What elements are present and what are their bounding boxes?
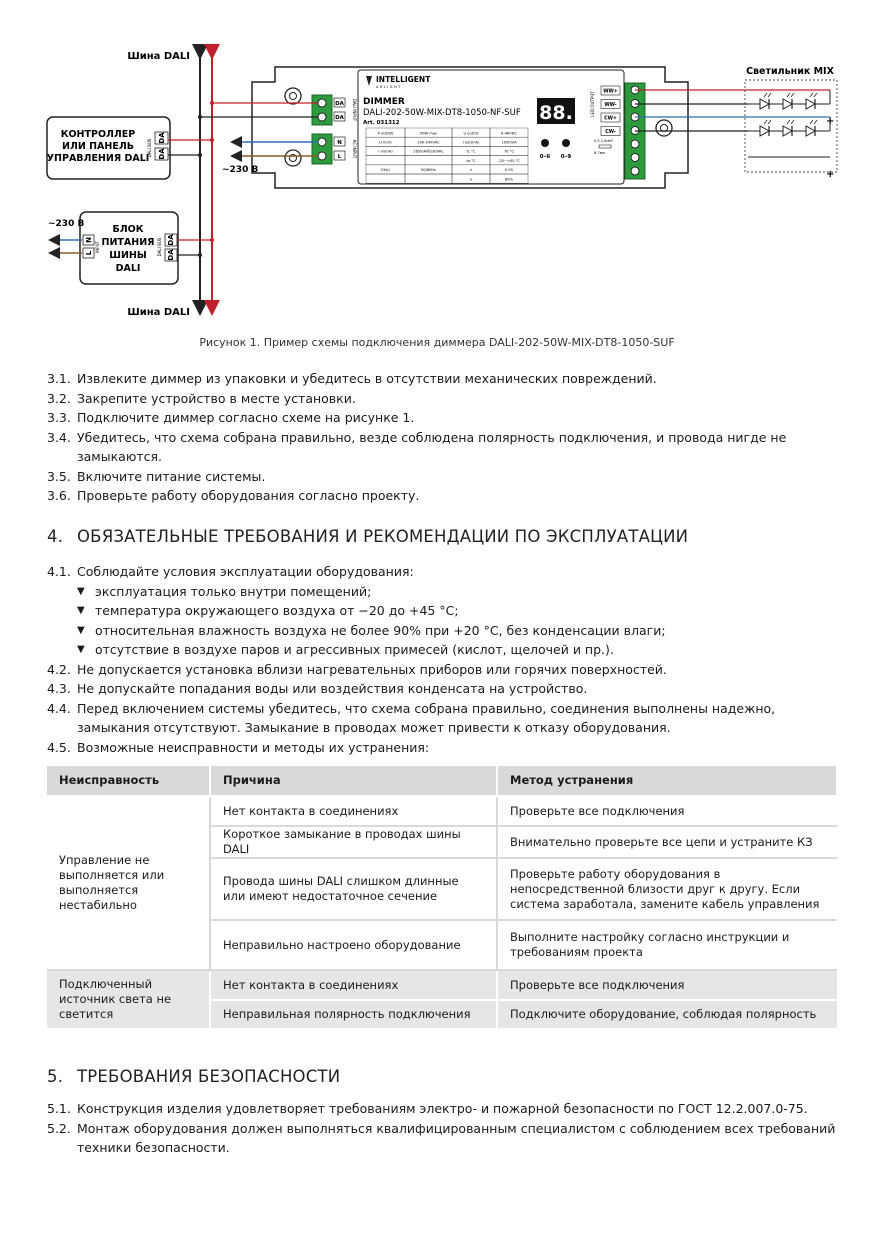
spec-cell: 6-48VDC xyxy=(501,131,517,136)
condition-item xyxy=(77,601,847,621)
led-diode-icon xyxy=(760,99,769,109)
bullet-triangle-icon: ▼ xyxy=(77,585,85,597)
safety-item xyxy=(47,1119,847,1158)
plus-bottom: + xyxy=(826,169,835,180)
section-4-title xyxy=(47,527,688,546)
spec-cell: I out(mA) xyxy=(462,140,480,145)
table-row xyxy=(47,796,837,826)
spec-cell: U out(V) xyxy=(463,131,479,136)
psu-line-2: ПИТАНИЯ xyxy=(101,237,155,248)
requirement-item xyxy=(47,562,847,582)
spec-cell: 1050mA xyxy=(501,140,517,145)
spec-cell: tc °C xyxy=(466,149,476,154)
device-model: DALI-202-50W-MIX-DT8-1050-NF-SUF xyxy=(363,108,521,118)
device-art: Art. 031312 xyxy=(363,120,400,126)
controller-line-1: КОНТРОЛЛЕР xyxy=(60,129,136,140)
psu-terminal-l: L xyxy=(85,250,93,256)
requirement-number: 4.5. xyxy=(47,739,71,755)
step-number: 3.2. xyxy=(47,390,71,406)
fix-cell: Проверьте все подключения xyxy=(497,796,837,826)
controller-line-3: УПРАВЛЕНИЯ DALI xyxy=(46,153,150,164)
safety-number: 5.2. xyxy=(47,1120,71,1136)
cause-cell: Провода шины DALI слишком длинные или имеют недостаточное сечение xyxy=(210,858,497,920)
fix-cell: Выполните настройку согласно инструкции и требованиям проекта xyxy=(497,920,837,970)
controller-terminal-da-2: DA xyxy=(158,148,166,160)
spec-cell: P out(W) xyxy=(377,131,394,136)
spec-cell: 200-240VAC xyxy=(417,140,440,145)
led-diode-icon xyxy=(760,126,769,136)
header-cause: Причина xyxy=(210,766,497,796)
requirement-item xyxy=(47,738,847,758)
brand-sub: ARLIGHT xyxy=(376,85,402,89)
knob-2-label: 0–9 xyxy=(560,154,572,160)
step-item xyxy=(47,389,847,409)
step-text: Извлеките диммер из упаковки и убедитесь в отсутствии механических повреждений. xyxy=(77,371,657,386)
spec-cell: λ xyxy=(469,168,473,173)
bus-label-bottom: Шина DALI xyxy=(127,307,190,318)
output-terminal-label: WW- xyxy=(604,103,617,108)
step-item xyxy=(47,467,847,487)
condition-item xyxy=(77,582,847,602)
figure-caption: Рисунок 1. Пример схемы подключения диммера DALI-202-50W-MIX-DT8-1050-SUF xyxy=(199,336,675,349)
spec-cell: 89% xyxy=(505,177,513,182)
dali-input-label: DALI INPUT xyxy=(352,98,357,122)
requirement-item xyxy=(47,660,847,680)
step-text: Проверьте работу оборудования согласно проекту. xyxy=(77,488,420,503)
header-fix: Метод устранения xyxy=(497,766,837,796)
spec-cell: 50/60Hz xyxy=(421,168,436,173)
step-number: 3.4. xyxy=(47,429,71,445)
led-output-label: LED OUTPUT xyxy=(590,91,595,117)
section-5-number: 5. xyxy=(47,1067,64,1086)
requirement-text: Перед включением системы убедитесь, что схема собрана правильно, соединения выполнены надежно, замыкания отсутствуют. Замыкание в проводах может привести к отказу оборудования. xyxy=(77,700,776,735)
fix-cell: Проверьте работу оборудования в непосредственной близости друг к другу. Если система заработала, замените кабель управления xyxy=(497,858,837,920)
condition-text: эксплуатация только внутри помещений; xyxy=(95,583,372,599)
safety-item xyxy=(47,1099,847,1119)
dimmer-voltage: ~230 В xyxy=(222,165,259,175)
step-item xyxy=(47,369,847,389)
spec-cell: 0.95 xyxy=(504,168,514,173)
controller-side-label: DALI BUS xyxy=(147,138,152,158)
knob-1-label: 0–6 xyxy=(539,154,551,160)
luminaire-box xyxy=(745,80,837,172)
safety-requirements xyxy=(47,1099,847,1158)
condition-text: отсутствие в воздухе паров и агрессивных примесей (кислот, щелочей и пр.). xyxy=(95,642,614,657)
wire-spec-2: 6-7мм xyxy=(594,151,605,155)
luminaire-label: Светильник MIX xyxy=(746,66,834,77)
safety-text: Монтаж оборудования должен выполняться квалифицированным специалистом с соблюдением всех требований техники безопасности. xyxy=(77,1120,836,1155)
output-terminal-label: CW- xyxy=(605,130,616,135)
fault-cell-light: Подключенный источник света не светится xyxy=(47,970,210,1029)
psu-terminal-n: N xyxy=(85,237,93,243)
cause-cell: Неправильно настроено оборудование xyxy=(210,920,497,970)
safety-text: Конструкция изделия удовлетворяет требованиям электро- и пожарной безопасности по ГОСТ 12.2.007.0-75. xyxy=(77,1101,808,1116)
psu-output-label: DALI BUS xyxy=(157,237,162,257)
requirement-text: Возможные неисправности и методы их устранения: xyxy=(77,739,430,755)
step-text: Убедитесь, что схема собрана правильно, везде соблюдена полярность подключения, и провода нигде не замыкаются. xyxy=(77,429,787,464)
spec-cell: ta °C xyxy=(466,158,476,163)
dimmer-terminal-l: L xyxy=(337,154,342,160)
dimmer-terminal-n: N xyxy=(337,140,342,146)
controller-terminal-da-1: DA xyxy=(158,132,166,144)
cause-cell: Нет контакта в соединениях xyxy=(210,970,497,1000)
psu-voltage: ~230 В xyxy=(48,219,85,229)
fix-cell: Внимательно проверьте все цепи и устраните КЗ xyxy=(497,826,837,858)
output-terminal-label: CW+ xyxy=(604,116,617,122)
requirement-item xyxy=(47,679,847,699)
psu-input-label: INPUT xyxy=(95,241,100,253)
led-diode-icon xyxy=(783,126,792,136)
spec-cell: f(Hz) xyxy=(381,168,390,173)
requirement-text: Соблюдайте условия эксплуатации оборудования: xyxy=(77,564,414,579)
dimmer-terminal-da-1: DA xyxy=(335,101,344,107)
cause-cell: Неправильная полярность подключения xyxy=(210,1000,497,1029)
requirement-number: 4.4. xyxy=(47,700,71,716)
spec-cell: -20~+45 °C xyxy=(498,158,520,163)
spec-cell: 70 °C xyxy=(503,149,515,154)
condition-item xyxy=(77,621,847,641)
step-number: 3.5. xyxy=(47,468,71,484)
brand-name: INTELLIGENT xyxy=(376,75,431,84)
conditions-list xyxy=(77,582,847,660)
section-5-heading: ТРЕБОВАНИЯ БЕЗОПАСНОСТИ xyxy=(77,1067,341,1086)
bus-label-top: Шина DALI xyxy=(127,51,190,62)
spec-cell: I in(mA) xyxy=(378,149,393,154)
requirement-number: 4.2. xyxy=(47,661,71,677)
step-item xyxy=(47,486,847,506)
step-number: 3.6. xyxy=(47,488,71,503)
operating-requirements xyxy=(47,562,847,757)
output-terminal-label: WW+ xyxy=(603,89,618,95)
psu-terminal-da-1: DA xyxy=(167,234,175,246)
section-4-number: 4. xyxy=(47,527,64,546)
step-item xyxy=(47,408,847,428)
fix-cell: Проверьте все подключения xyxy=(497,970,837,1000)
table-header-row xyxy=(47,766,837,796)
spec-cell: 265mA@230VAC xyxy=(413,149,444,154)
step-text: Подключите диммер согласно схеме на рисунке 1. xyxy=(77,410,415,425)
requirement-item xyxy=(47,699,847,738)
safety-number: 5.1. xyxy=(47,1101,71,1116)
dimmer-terminal-da-2: DA xyxy=(335,115,344,121)
step-text: Включите питание системы. xyxy=(77,468,266,484)
bullet-triangle-icon: ▼ xyxy=(77,644,85,655)
step-item xyxy=(47,428,847,467)
section-5-title xyxy=(47,1067,340,1086)
header-fault: Неисправность xyxy=(47,766,210,796)
cause-cell: Нет контакта в соединениях xyxy=(210,796,497,826)
led-diode-icon xyxy=(806,99,815,109)
fault-cell-control: Управление не выполняется или выполняется нестабильно xyxy=(47,796,210,970)
device-type: DIMMER xyxy=(363,97,405,107)
faults-table xyxy=(47,766,838,1030)
psu-terminal-da-2: DA xyxy=(167,249,175,261)
controller-line-2: ИЛИ ПАНЕЛЬ xyxy=(62,141,134,152)
installation-steps xyxy=(47,369,847,506)
requirement-text: Не допускайте попадания воды или воздействия конденсата на устройство. xyxy=(77,681,588,696)
condition-item xyxy=(77,640,847,660)
section-4-heading: ОБЯЗАТЕЛЬНЫЕ ТРЕБОВАНИЯ И РЕКОМЕНДАЦИИ ПО ЭКСПЛУАТАЦИИ xyxy=(77,527,689,546)
bullet-triangle-icon: ▼ xyxy=(77,605,85,616)
psu-line-3: ШИНЫ xyxy=(109,250,147,261)
condition-text: относительная влажность воздуха не более 90% при +20 °C, без конденсации влаги; xyxy=(95,622,666,638)
ac-input-label: AC INPUT xyxy=(352,139,357,159)
step-number: 3.3. xyxy=(47,410,71,425)
spec-cell: U in(V) xyxy=(379,140,392,145)
requirement-text: Не допускается установка вблизи нагревательных приборов или горячих поверхностей. xyxy=(77,661,667,677)
requirement-number: 4.1. xyxy=(47,564,71,579)
condition-text: температура окружающего воздуха от −20 до +45 °C; xyxy=(95,603,459,618)
led-diode-icon xyxy=(783,99,792,109)
plus-top: + xyxy=(826,116,835,127)
fix-cell: Подключите оборудование, соблюдая полярность xyxy=(497,1000,837,1029)
spec-cell: 50W max xyxy=(419,131,438,136)
bullet-triangle-icon: ▼ xyxy=(77,624,85,636)
spec-cell: η xyxy=(469,177,473,182)
cause-cell: Короткое замыкание в проводах шины DALI xyxy=(210,826,497,858)
psu-line-4: DALI xyxy=(115,263,141,274)
led-strings xyxy=(748,90,830,157)
requirement-number: 4.3. xyxy=(47,681,71,696)
table-row xyxy=(47,970,837,1000)
step-text: Закрепите устройство в месте установки. xyxy=(77,390,356,406)
psu-line-1: БЛОК xyxy=(112,224,144,235)
led-diode-icon xyxy=(806,126,815,136)
segment-display-value: 88. xyxy=(539,102,573,124)
step-number: 3.1. xyxy=(47,371,71,386)
wiring-diagram xyxy=(0,0,874,335)
wire-spec-1: 0,5-1,5мм² xyxy=(594,139,614,143)
